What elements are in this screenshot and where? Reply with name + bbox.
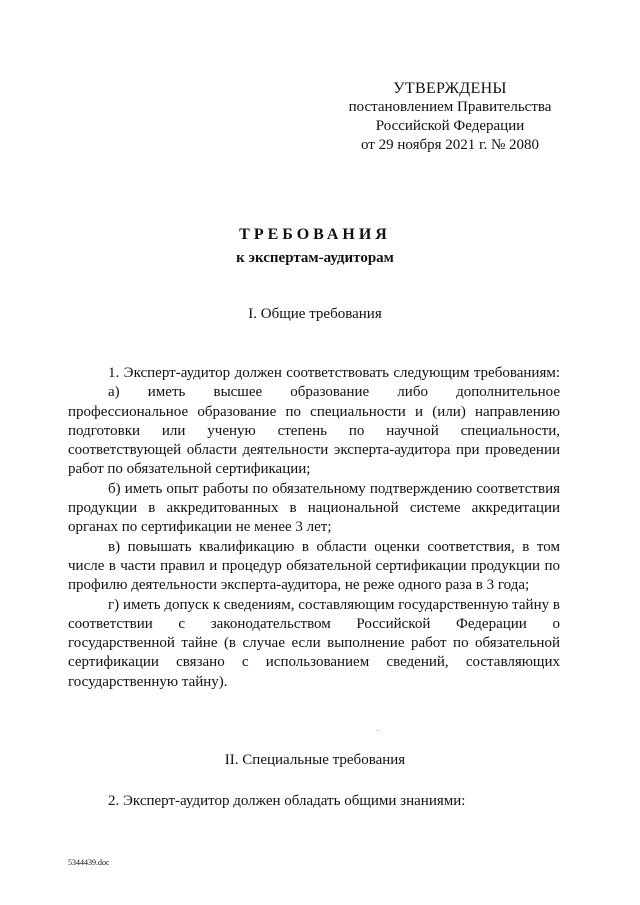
paragraph-1-intro: 1. Эксперт-аудитор должен соответствовать следующим требованиям: <box>108 365 560 381</box>
section-2-heading: II. Специальные требования <box>224 752 406 768</box>
paragraph-g: г) иметь допуск к сведениям, составляющим государственную тайну в соответствии с законодательством Российской Федерации о государственной тайне (в случае если выполнение работ по обязательной сертификации связано с использованием сведений, составляющих государственную тайну). <box>68 596 560 690</box>
scan-artifact <box>377 730 378 731</box>
paragraph-v: в) повышать квалификацию в области оценки соответствия, в том числе в части правил и процедур обязательной сертификации продукции по профилю деятельности эксперта-аудитора, не реже одного раза в 3 года; <box>68 538 560 594</box>
approval-stamp: УТВЕРЖДЕНЫ <box>393 80 507 97</box>
paragraph-b: б) иметь опыт работы по обязательному подтверждению соответствия продукции в аккредитованных в национальной системе аккредитации органах по сертификации не менее 3 лет; <box>68 480 560 536</box>
approval-line-1: постановлением Правительства <box>348 99 552 115</box>
approval-block <box>330 79 570 155</box>
paragraph-a: а) иметь высшее образование либо дополнительное профессиональное образование по специальности и (или) направлению подготовки или ученую степень по научной специальности, соответствующей области деятельности эксперта-аудитора при проведении работ по обязательной сертификации; <box>68 384 560 478</box>
document-title: ТРЕБОВАНИЯ <box>239 226 391 243</box>
approval-line-2: Российской Федерации <box>375 118 525 134</box>
section-1-heading: I. Общие требования <box>248 306 382 322</box>
file-reference: 5344439.doc <box>68 858 110 867</box>
document-subtitle: к экспертам-аудиторам <box>236 250 394 266</box>
approval-line-3: от 29 ноября 2021 г. № 2080 <box>360 137 540 153</box>
paragraph-2: 2. Эксперт-аудитор должен обладать общими знаниями: <box>108 793 466 809</box>
section-1-body <box>68 364 560 692</box>
